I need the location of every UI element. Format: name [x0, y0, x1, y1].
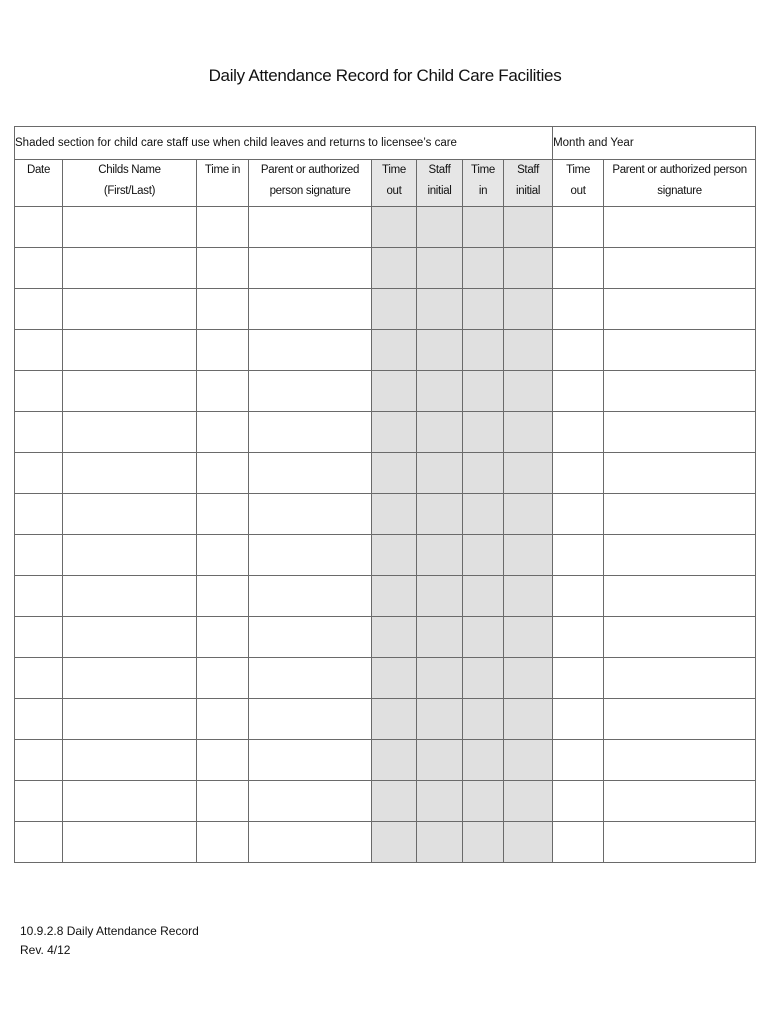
entry-cell[interactable] [372, 535, 417, 576]
entry-cell[interactable] [604, 453, 756, 494]
entry-cell[interactable] [553, 617, 604, 658]
column-header [417, 160, 463, 207]
entry-cell[interactable] [63, 289, 197, 330]
entry-cell[interactable] [504, 535, 553, 576]
entry-cell[interactable] [604, 658, 756, 699]
entry-cell[interactable] [63, 535, 197, 576]
entry-cell[interactable] [372, 699, 417, 740]
entry-cell[interactable] [15, 822, 63, 863]
entry-cell[interactable] [15, 658, 63, 699]
entry-cell[interactable] [15, 781, 63, 822]
column-header [197, 160, 249, 207]
table-row [15, 494, 756, 535]
table-row [15, 822, 756, 863]
entry-cell[interactable] [372, 371, 417, 412]
column-header-line2: out [570, 185, 586, 197]
entry-cell[interactable] [197, 658, 249, 699]
entry-cell[interactable] [372, 658, 417, 699]
entry-cell[interactable] [372, 289, 417, 330]
revision-date: Rev. 4/12 [20, 943, 71, 957]
entry-cell[interactable] [197, 330, 249, 371]
entry-cell[interactable] [553, 453, 604, 494]
month-year-field[interactable]: Month and Year [553, 127, 756, 160]
entry-cell[interactable] [15, 617, 63, 658]
entry-cell[interactable] [249, 248, 372, 289]
entry-cell[interactable] [553, 781, 604, 822]
entry-cell[interactable] [463, 617, 504, 658]
table-row [15, 412, 756, 453]
entry-cell[interactable] [372, 822, 417, 863]
entry-cell[interactable] [63, 248, 197, 289]
entry-cell[interactable] [417, 576, 463, 617]
column-header [604, 160, 756, 207]
entry-cell[interactable] [249, 781, 372, 822]
note-row [15, 127, 756, 160]
entry-cell[interactable] [463, 371, 504, 412]
column-header-line2: in [478, 185, 488, 197]
entry-cell[interactable] [553, 248, 604, 289]
entry-cell[interactable] [197, 371, 249, 412]
entry-cell[interactable] [463, 207, 504, 248]
entry-cell[interactable] [553, 371, 604, 412]
entry-cell[interactable] [372, 248, 417, 289]
entry-cell[interactable] [504, 330, 553, 371]
entry-cell[interactable] [604, 494, 756, 535]
column-header [553, 160, 604, 207]
entry-cell[interactable] [249, 740, 372, 781]
entry-cell[interactable] [604, 576, 756, 617]
entry-cell[interactable] [553, 412, 604, 453]
entry-cell[interactable] [504, 658, 553, 699]
entry-cell[interactable] [15, 207, 63, 248]
table-row [15, 781, 756, 822]
entry-cell[interactable] [553, 822, 604, 863]
entry-cell[interactable] [553, 658, 604, 699]
attendance-table [14, 126, 756, 863]
entry-cell[interactable] [417, 412, 463, 453]
entry-cell[interactable] [63, 740, 197, 781]
entry-cell[interactable] [249, 289, 372, 330]
entry-cell[interactable] [417, 699, 463, 740]
footer [20, 922, 199, 960]
entry-cell[interactable] [15, 289, 63, 330]
entry-cell[interactable] [197, 289, 249, 330]
column-header-line1: Parent or authorized [260, 164, 360, 176]
entry-cell[interactable] [63, 617, 197, 658]
entry-cell[interactable] [604, 248, 756, 289]
entry-cell[interactable] [249, 207, 372, 248]
entry-cell[interactable] [197, 781, 249, 822]
entry-cell[interactable] [417, 822, 463, 863]
entry-cell[interactable] [504, 576, 553, 617]
entry-cell[interactable] [604, 330, 756, 371]
entry-cell[interactable] [197, 453, 249, 494]
entry-cell[interactable] [249, 412, 372, 453]
entry-cell[interactable] [249, 617, 372, 658]
entry-cell[interactable] [63, 781, 197, 822]
table-row [15, 576, 756, 617]
entry-cell[interactable] [197, 535, 249, 576]
table-row [15, 248, 756, 289]
entry-cell[interactable] [15, 330, 63, 371]
entry-cell[interactable] [604, 289, 756, 330]
column-header-line1: Time in [204, 164, 241, 176]
entry-cell[interactable] [372, 576, 417, 617]
entry-cell[interactable] [372, 781, 417, 822]
entry-cell[interactable] [197, 617, 249, 658]
entry-cell[interactable] [417, 658, 463, 699]
entry-cell[interactable] [463, 494, 504, 535]
entry-cell[interactable] [504, 699, 553, 740]
entry-cell[interactable] [463, 289, 504, 330]
entry-cell[interactable] [197, 740, 249, 781]
entry-cell[interactable] [15, 412, 63, 453]
entry-cell[interactable] [604, 207, 756, 248]
entry-cell[interactable] [15, 248, 63, 289]
column-header-line2: person signature [269, 185, 351, 197]
entry-cell[interactable] [63, 207, 197, 248]
table-row [15, 330, 756, 371]
form-number: 10.9.2.8 Daily Attendance Record [20, 924, 199, 938]
entry-cell[interactable] [372, 617, 417, 658]
entry-cell[interactable] [504, 617, 553, 658]
column-header-line1: Time [382, 164, 406, 176]
table-row [15, 371, 756, 412]
entry-cell[interactable] [417, 371, 463, 412]
entry-cell[interactable] [197, 494, 249, 535]
entry-cell[interactable] [249, 535, 372, 576]
entry-cell[interactable] [249, 371, 372, 412]
entry-cell[interactable] [553, 289, 604, 330]
entry-cell[interactable] [249, 658, 372, 699]
entry-cell[interactable] [249, 494, 372, 535]
column-header [463, 160, 504, 207]
entry-cell[interactable] [197, 699, 249, 740]
column-header [249, 160, 372, 207]
entry-cell[interactable] [504, 207, 553, 248]
entry-cell[interactable] [249, 699, 372, 740]
entry-cell[interactable] [463, 412, 504, 453]
entry-cell[interactable] [553, 207, 604, 248]
entry-cell[interactable] [15, 371, 63, 412]
entry-cell[interactable] [504, 781, 553, 822]
column-header-line1: Parent or authorized person [612, 164, 747, 176]
entry-cell[interactable] [463, 330, 504, 371]
entry-cell[interactable] [463, 248, 504, 289]
entry-cell[interactable] [504, 822, 553, 863]
entry-cell[interactable] [553, 740, 604, 781]
entry-cell[interactable] [372, 494, 417, 535]
entry-cell[interactable] [504, 248, 553, 289]
shaded-section-note: Shaded section for child care staff use when child leaves and returns to licensee’s care [15, 127, 553, 160]
entry-cell[interactable] [417, 289, 463, 330]
entry-cell[interactable] [197, 248, 249, 289]
entry-cell[interactable] [463, 453, 504, 494]
entry-cell[interactable] [249, 822, 372, 863]
entry-cell[interactable] [417, 330, 463, 371]
entry-cell[interactable] [15, 535, 63, 576]
entry-cell[interactable] [463, 740, 504, 781]
column-header [504, 160, 553, 207]
entry-cell[interactable] [463, 658, 504, 699]
entry-cell[interactable] [417, 248, 463, 289]
entry-cell[interactable] [604, 740, 756, 781]
column-header-line1: Date [26, 164, 51, 176]
entry-cell[interactable] [604, 535, 756, 576]
table-row [15, 453, 756, 494]
table-row [15, 535, 756, 576]
table-row [15, 617, 756, 658]
entry-cell[interactable] [417, 453, 463, 494]
entry-cell[interactable] [372, 412, 417, 453]
entry-cell[interactable] [197, 822, 249, 863]
entry-cell[interactable] [63, 699, 197, 740]
entry-cell[interactable] [417, 494, 463, 535]
column-header-line2: initial [427, 185, 452, 197]
entry-cell[interactable] [63, 494, 197, 535]
entry-cell[interactable] [63, 330, 197, 371]
entry-cell[interactable] [197, 207, 249, 248]
entry-cell[interactable] [417, 535, 463, 576]
entry-cell[interactable] [604, 699, 756, 740]
entry-cell[interactable] [249, 453, 372, 494]
entry-cell[interactable] [504, 289, 553, 330]
entry-cell[interactable] [249, 330, 372, 371]
entry-cell[interactable] [15, 576, 63, 617]
entry-cell[interactable] [249, 576, 372, 617]
entry-cell[interactable] [553, 576, 604, 617]
entry-cell[interactable] [604, 371, 756, 412]
entry-cell[interactable] [15, 494, 63, 535]
entry-cell[interactable] [463, 822, 504, 863]
entry-cell[interactable] [372, 207, 417, 248]
entry-cell[interactable] [604, 781, 756, 822]
column-header-line2: out [386, 185, 402, 197]
entry-cell[interactable] [417, 207, 463, 248]
column-header-line1: Staff [517, 164, 540, 176]
column-header-line2: (First/Last) [103, 185, 156, 197]
entry-cell[interactable] [63, 576, 197, 617]
entry-cell[interactable] [504, 412, 553, 453]
entry-cell[interactable] [463, 781, 504, 822]
column-header-line2: signature [657, 185, 702, 197]
table-row [15, 699, 756, 740]
column-header [15, 160, 63, 207]
entry-cell[interactable] [553, 699, 604, 740]
entry-cell[interactable] [197, 576, 249, 617]
column-header [372, 160, 417, 207]
entry-cell[interactable] [504, 494, 553, 535]
entry-cell[interactable] [553, 535, 604, 576]
entry-cell[interactable] [63, 412, 197, 453]
entry-cell[interactable] [63, 822, 197, 863]
table-row [15, 658, 756, 699]
entry-cell[interactable] [417, 617, 463, 658]
entry-cell[interactable] [372, 740, 417, 781]
entry-cell[interactable] [553, 330, 604, 371]
entry-cell[interactable] [463, 535, 504, 576]
entry-cell[interactable] [15, 699, 63, 740]
entry-cell[interactable] [63, 371, 197, 412]
document-title: Daily Attendance Record for Child Care Facilities [208, 66, 562, 85]
column-header [63, 160, 197, 207]
table-row [15, 289, 756, 330]
entry-cell[interactable] [504, 740, 553, 781]
entry-cell[interactable] [604, 822, 756, 863]
column-header-line1: Staff [428, 164, 451, 176]
column-header-line1: Childs Name [98, 164, 161, 176]
column-header-line1: Time [471, 164, 495, 176]
entry-cell[interactable] [197, 412, 249, 453]
entry-cell[interactable] [63, 658, 197, 699]
entry-cell[interactable] [504, 371, 553, 412]
column-header-row [15, 160, 756, 207]
entry-cell[interactable] [63, 453, 197, 494]
entry-cell[interactable] [463, 699, 504, 740]
entry-cell[interactable] [372, 453, 417, 494]
entry-cell[interactable] [15, 740, 63, 781]
entry-cell[interactable] [372, 330, 417, 371]
entry-cell[interactable] [604, 412, 756, 453]
entry-cell[interactable] [463, 576, 504, 617]
entry-cell[interactable] [15, 453, 63, 494]
entry-cell[interactable] [604, 617, 756, 658]
table-row [15, 207, 756, 248]
entry-cell[interactable] [417, 781, 463, 822]
entry-cell[interactable] [553, 494, 604, 535]
column-header-line1: Time [566, 164, 591, 176]
entry-cell[interactable] [417, 740, 463, 781]
column-header-line2: initial [515, 185, 541, 197]
entry-cell[interactable] [504, 453, 553, 494]
table-row [15, 740, 756, 781]
